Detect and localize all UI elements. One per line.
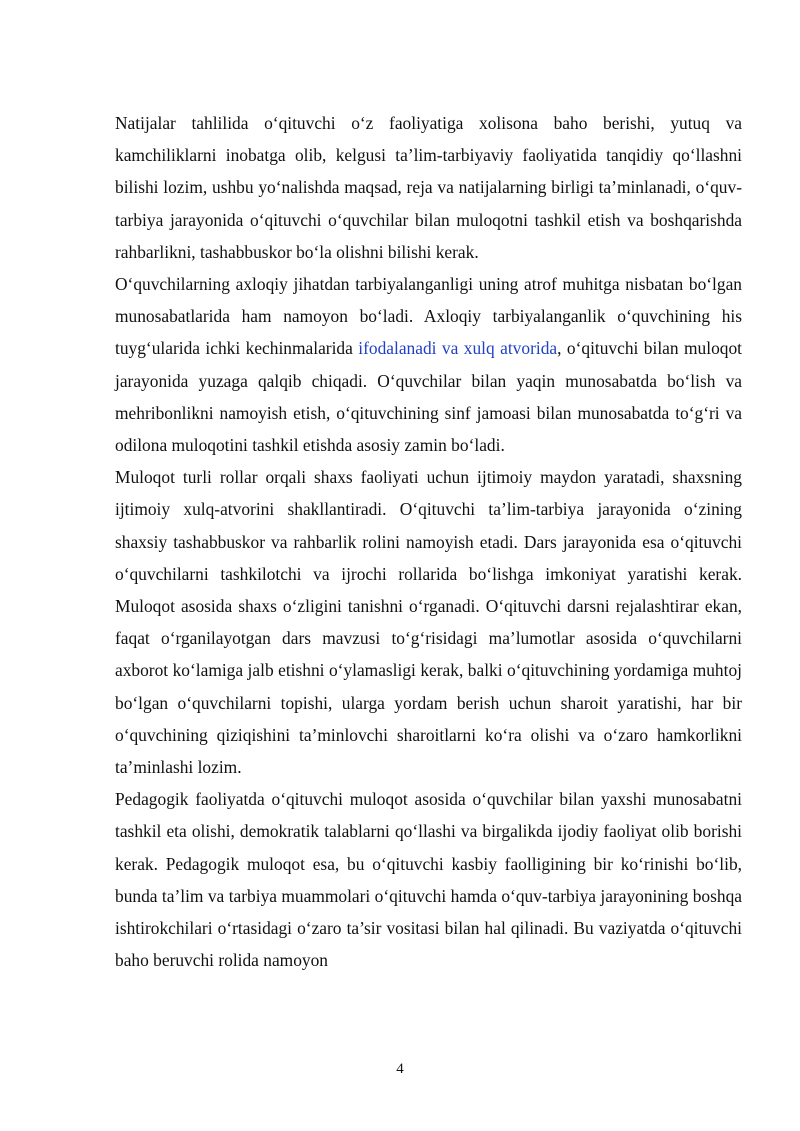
paragraph-4: Pedagogik faoliyatda o‘qituvchi muloqot asosida o‘quvchilar bilan yaxshi munosabatni tashkil eta olishi, demokratik talablarni qo‘llashi va birgalikda ijodiy faoliyat olib borishi kerak. Pedagogik muloqot esa, bu o‘qituvchi kasbiy faolligining bir ko‘rinishi bo‘lib, bunda ta’lim va tarbiya muammolari o‘qituvchi hamda o‘quv-tarbiya jarayonining boshqa ishtirokchilari o‘rtasidagi o‘zaro ta’sir vositasi bilan hal qilinadi. Bu vaziyatda o‘qituvchi baho beruvchi rolida namoyon — [115, 789, 742, 971]
paragraph-2 — [115, 268, 742, 461]
document-body — [115, 107, 742, 976]
paragraph-2-text-end: , o‘qituvchi bilan muloqot jarayonida yuzaga qalqib chiqadi. O‘quvchilar bilan yaqin munosabatda bo‘lish va mehribonlikni namoyish etish, o‘qituvchining sinf jamoasi bilan munosabatda to‘g‘ri va odilona muloqotini tashkil etishda asosiy zamin bo‘ladi. — [115, 338, 742, 456]
paragraph-1: Natijalar tahlilida o‘qituvchi o‘z faoliyatiga xolisona baho berishi, yutuq va kamchiliklarni inobatga olib, kelgusi ta’lim-tarbiyaviy faoliyatida tanqidiy qo‘llashni bilishi lozim, ushbu yo‘nalishda maqsad, reja va natijalarning birligi ta’minlanadi, o‘quv-tarbiya jarayonida o‘qituvchi o‘quvchilar bilan muloqotni tashkil etish va boshqarishda rahbarlikni, tashabbuskor bo‘la olishni bilishi kerak. — [115, 113, 742, 262]
paragraph-2-text-start: O‘quvchilarning axloqiy jihatdan tarbiyalanganligi uning atrof muhitga nisbatan bo‘lgan munosabatlarida ham namoyon bo‘ladi. Axloqiy tarbiyalanganlik o‘quvchining his tuyg‘ularida ichki kechinmalarida — [115, 274, 742, 359]
highlighted-link[interactable]: ifodalanadi va xulq atvorida — [358, 338, 558, 359]
paragraph-3: Muloqot turli rollar orqali shaxs faoliyati uchun ijtimoiy maydon yaratadi, shaxsning ijtimoiy xulq-atvorini shakllantiradi. O‘qituvchi ta’lim-tarbiya jarayonida o‘zining shaxsiy tashabbuskor va rahbarlik rolini namoyish etadi. Dars jarayonida esa o‘qituvchi o‘quvchilarni tashkilotchi va ijrochi rollarida bo‘lishga imkoniyat yaratishi kerak. Muloqot asosida shaxs o‘zligini tanishni o‘rganadi. O‘qituvchi darsni rejalashtirar ekan, faqat o‘rganilayotgan dars mavzusi to‘g‘risidagi ma’lumotlar asosida o‘quvchilarni axborot ko‘lamiga jalb etishni o‘ylamasligi kerak, balki o‘qituvchining yordamiga muhtoj bo‘lgan o‘quvchilarni topishi, ularga yordam berish uchun sharoit yaratishi, har bir o‘quvchining qiziqishini ta’minlovchi sharoitlarni ko‘ra olishi va o‘zaro hamkorlikni ta’minlashi lozim. — [115, 467, 742, 778]
page-number: 4 — [396, 1061, 404, 1077]
